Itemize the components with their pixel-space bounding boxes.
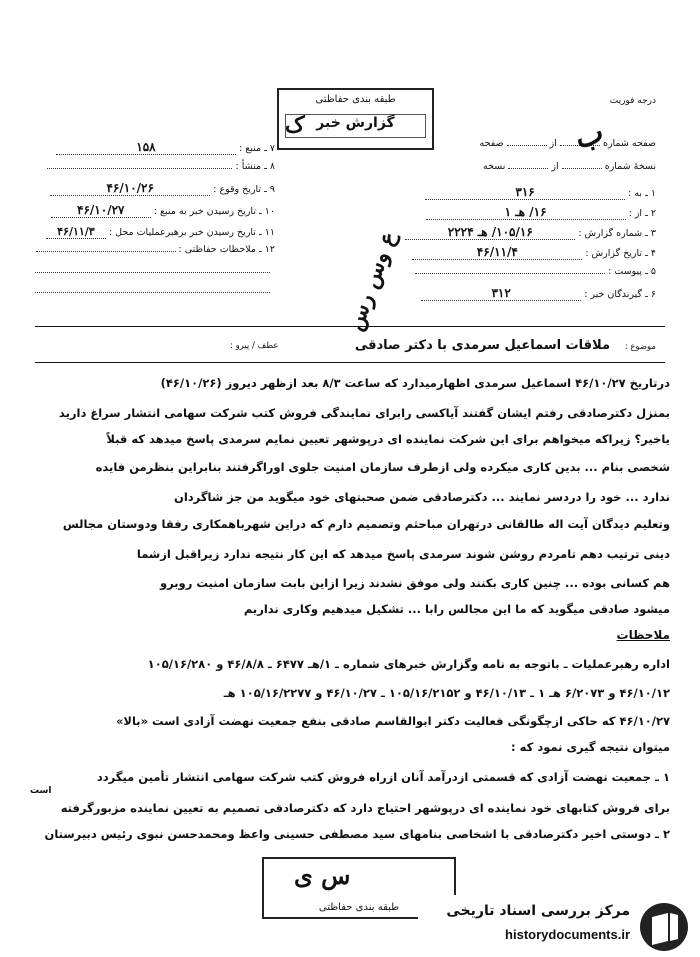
field-attachment: ۵ ـ پیوست : bbox=[396, 266, 656, 277]
field-source: ۷ ـ منبع : ۱۵۸ bbox=[35, 140, 275, 155]
watermark-org: مرکز بررسی اسناد تاریخی bbox=[446, 903, 630, 919]
body-line: ندارد ... خود را دردسر نمایند ... دکترصادقی ضمن صحبتهای خود میگوید من جز شاگردان bbox=[174, 490, 670, 504]
remarks-line: اداره رهبرعملیات ـ باتوجه به نامه وگزارش خبرهای شماره ـ ۱/هـ ۶۴۷۷ ـ ۴۶/۸/۸ و ۱۰۵/۱۶/۲۸۰ bbox=[147, 657, 670, 671]
note-item: ۱ ـ جمعیت نهضت آزادی که قسمتی ازدرآمد آنان ازراه فروش کتب شرکت سهامی انتشار تأمین میگردد bbox=[96, 770, 670, 784]
subject-label: موضوع : bbox=[624, 342, 656, 352]
blank-line-1 bbox=[35, 272, 270, 273]
stamp-handwritten-mark: ک bbox=[285, 112, 305, 138]
field-report-number: ۳ ـ شماره گزارش : ۱۰۵/۱۶/ هـ ۲۲۲۴ bbox=[396, 225, 656, 240]
stamp-bottom-handwritten-mark: س ی bbox=[294, 861, 351, 890]
subject-divider bbox=[35, 362, 665, 363]
classification-label: طبقه بندی حفاظتی bbox=[315, 94, 396, 105]
archive-logo-icon bbox=[638, 901, 690, 953]
body-line: یاخیر؟ زیراکه میخواهم برای این شرکت نماینده ای درپوشهر تعیین نمایم سرمدی پاسخ میدهد که قبلاً bbox=[106, 432, 670, 446]
field-to: ۱ ـ به : ۳۱۶ bbox=[396, 185, 656, 200]
copy-number-field: نسخهٔ شماره از نسخه bbox=[483, 161, 656, 172]
field-recipients: ۶ ـ گیرندگان خبر : ۳۱۲ bbox=[396, 286, 656, 301]
field-security-remarks: ۱۲ ـ ملاحظات حفاظتی : bbox=[35, 244, 275, 255]
blank-line-2 bbox=[35, 292, 270, 293]
body-line: هم کسانی بوده ... چنین کاری بکنند ولی موفق نشدند زیرا ازاین بابت سازمان امنیت روبرو bbox=[159, 576, 670, 590]
remarks-line: میتوان نتیجه گیری نمود که : bbox=[511, 740, 670, 754]
body-line: وتعلیم دیدگان آیت اله طالقانی درتهران مباحثم وتصمیم دارم که دراین شهرباهمکاری رفقا ودوستان مجالس bbox=[62, 517, 670, 531]
field-from: ۲ ـ از : ۱۶/ هـ ۱ bbox=[396, 205, 656, 220]
page-number-field: صفحه شماره از صفحه bbox=[479, 138, 656, 149]
reference-label: عطف / پیرو : bbox=[230, 341, 279, 351]
field-report-date: ۴ ـ تاریخ گزارش : ۴۶/۱۱/۴ bbox=[396, 245, 656, 260]
body-line: درتاریخ ۴۶/۱۰/۲۷ اسماعیل سرمدی اظهارمیدارد که ساعت ۸/۳ بعد ازظهر دیروز (۴۶/۱۰/۲۶) bbox=[160, 376, 670, 390]
field-date-received-operations: ۱۱ ـ تاریخ رسیدن خبر برهبرعملیات محل : ۴۶/۱۱/۳ bbox=[15, 225, 275, 239]
field-date-received-source: ۱۰ ـ تاریخ رسیدن خبر به منبع : ۴۶/۱۰/۲۷ bbox=[35, 203, 275, 218]
priority-label: درجه فوریت bbox=[609, 96, 656, 106]
subject-text: ملاقات اسماعیل سرمدی با دکتر صادقی bbox=[354, 338, 610, 353]
watermark-url: historydocuments.ir bbox=[505, 927, 630, 942]
body-line: میشود صادقی میگوید که ما این مجالس رابا ... تشکیل میدهیم وکاری نداریم bbox=[243, 602, 670, 616]
header-divider bbox=[35, 326, 665, 327]
remarks-line: ۴۶/۱۰/۱۲ و ۶/۲۰۷۳ هـ ۱ ـ ۴۶/۱۰/۱۳ و ۱۰۵/۱۶/۲۱۵۲ ـ ۴۶/۱۰/۲۷ و ۱۰۵/۱۶/۲۲۷۷ هـ bbox=[223, 686, 670, 700]
classification-label-bottom: طبقه بندی حفاظتی bbox=[318, 902, 400, 913]
body-line: شخصی بنام ... بدین کاری میکرده ولی ازطرف سازمان امنیت جلوی اوراگرفتند بنابراین بنظرمن فایده bbox=[95, 460, 670, 474]
report-title: گزارش خبر bbox=[285, 114, 426, 138]
body-line: بمنزل دکترصادقی رفتم ایشان گفتند آیاکسی رابرای نمایندگی فروش کتب شرکت سهامی انتشار سراغ دارید bbox=[58, 406, 670, 420]
field-occurrence-date: ۹ ـ تاریخ وقوع : ۴۶/۱۰/۲۶ bbox=[35, 181, 275, 196]
body-line: دینی ترتیب دهم تامردم روشن شوند سرمدی پاسخ میدهد که این کار نتیجه ندارد زیراقبل ازشما bbox=[136, 547, 670, 561]
field-origin: ۸ ـ منشأ : bbox=[35, 161, 275, 172]
remarks-line: ۴۶/۱۰/۲۷ که حاکی ازچگونگی فعالیت دکتر ابوالقاسم صادقی بنفع جمعیت نهضت آزادی است «بالا» bbox=[116, 714, 670, 728]
handwritten-signature: ع وس رس bbox=[341, 227, 402, 335]
note-item: برای فروش کتابهای خود نماینده ای درپوشهر احتیاج دارد که دکترصادقی تصمیم به تعیین نماینده مزبورگرفته bbox=[60, 801, 670, 815]
handwritten-initials: ب bbox=[569, 114, 609, 157]
remarks-title: ملاحظات bbox=[616, 628, 670, 642]
watermark-logo bbox=[418, 895, 700, 957]
note-margin-word: است bbox=[30, 786, 52, 796]
note-item: ۲ ـ دوستی اخیر دکترصادقی با اشخاصی بنامهای سید مصطفی حسینی واعظ ومحمدحسن نبوی رئیس دبیرستان bbox=[44, 827, 670, 841]
